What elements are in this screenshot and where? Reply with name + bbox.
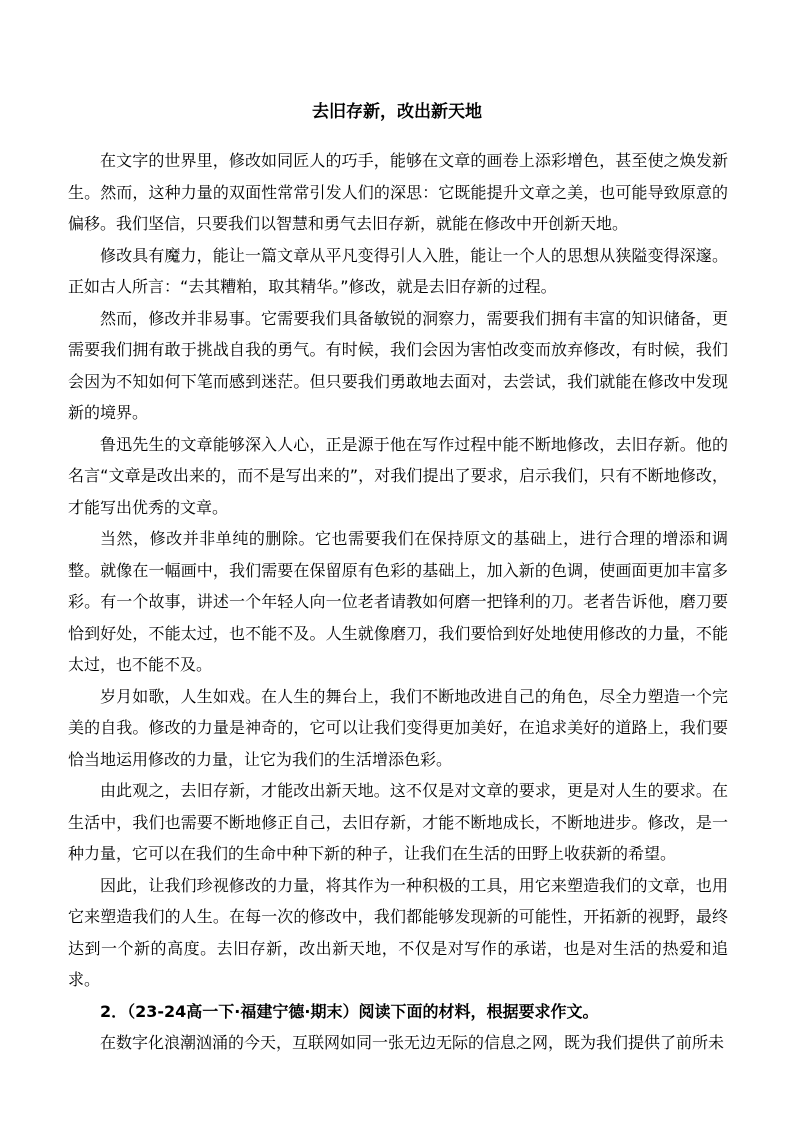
- essay-body: [68, 145, 728, 1059]
- paragraph: 修改具有魔力，能让一篇文章从平凡变得引人入胜，能让一个人的思想从狭隘变得深邃。正如古人所言：“去其糟粕，取其精华。”修改，就是去旧存新的过程。: [68, 245, 728, 296]
- paragraph: 因此，让我们珍视修改的力量，将其作为一种积极的工具，用它来塑造我们的文章，也用它来塑造我们的人生。在每一次的修改中，我们都能够发现新的可能性，开拓新的视野，最终达到一个新的高度。去旧存新，改出新天地，不仅是对写作的承诺，也是对生活的热爱和追求。: [68, 875, 728, 989]
- essay-title: 去旧存新，改出新天地: [312, 102, 482, 122]
- question-material: 在数字化浪潮汹涌的今天，互联网如同一张无边无际的信息之网，既为我们提供了前所未: [100, 1033, 725, 1052]
- paragraph: 然而，修改并非易事。它需要我们具备敏锐的洞察力，需要我们拥有丰富的知识储备，更需要我们拥有敢于挑战自我的勇气。有时候，我们会因为害怕改变而放弃修改，有时候，我们会因为不知如何下笔而感到迷茫。但只要我们勇敢地去面对，去尝试，我们就能在修改中发现新的境界。: [68, 308, 728, 422]
- question-heading: 2．（23-24高一下·福建宁德·期末）阅读下面的材料，根据要求作文。: [100, 1001, 599, 1021]
- paragraph: 鲁迅先生的文章能够深入人心，正是源于他在写作过程中能不断地修改，去旧存新。他的名言“文章是改出来的，而不是写出来的”，对我们提出了要求，启示我们，只有不断地修改，才能写出优秀的文章。: [68, 434, 728, 517]
- paragraph: 当然，修改并非单纯的删除。它也需要我们在保持原文的基础上，进行合理的增添和调整。就像在一幅画中，我们需要在保留原有色彩的基础上，加入新的色调，使画面更加丰富多彩。有一个故事，讲述一个年轻人向一位老者请教如何磨一把锋利的刀。老者告诉他，磨刀要恰到好处，不能太过，也不能不及。人生就像磨刀，我们要恰到好处地使用修改的力量，不能太过，也不能不及。: [68, 529, 728, 674]
- paragraph: 由此观之，去旧存新，才能改出新天地。这不仅是对文章的要求，更是对人生的要求。在生活中，我们也需要不断地修正自己，去旧存新，才能不断地成长，不断地进步。修改，是一种力量，它可以在我们的生命中种下新的种子，让我们在生活的田野上收获新的希望。: [68, 781, 728, 863]
- paragraph: 在文字的世界里，修改如同匠人的巧手，能够在文章的画卷上添彩增色，甚至使之焕发新生。然而，这种力量的双面性常常引发人们的深思：它既能提升文章之美，也可能导致原意的偏移。我们坚信，只要我们以智慧和勇气去旧存新，就能在修改中开创新天地。: [68, 151, 728, 233]
- paragraph: 岁月如歌，人生如戏。在人生的舞台上，我们不断地改进自己的角色，尽全力塑造一个完美的自我。修改的力量是神奇的，它可以让我们变得更加美好，在追求美好的道路上，我们要恰当地运用修改的力量，让它为我们的生活增添色彩。: [68, 686, 728, 769]
